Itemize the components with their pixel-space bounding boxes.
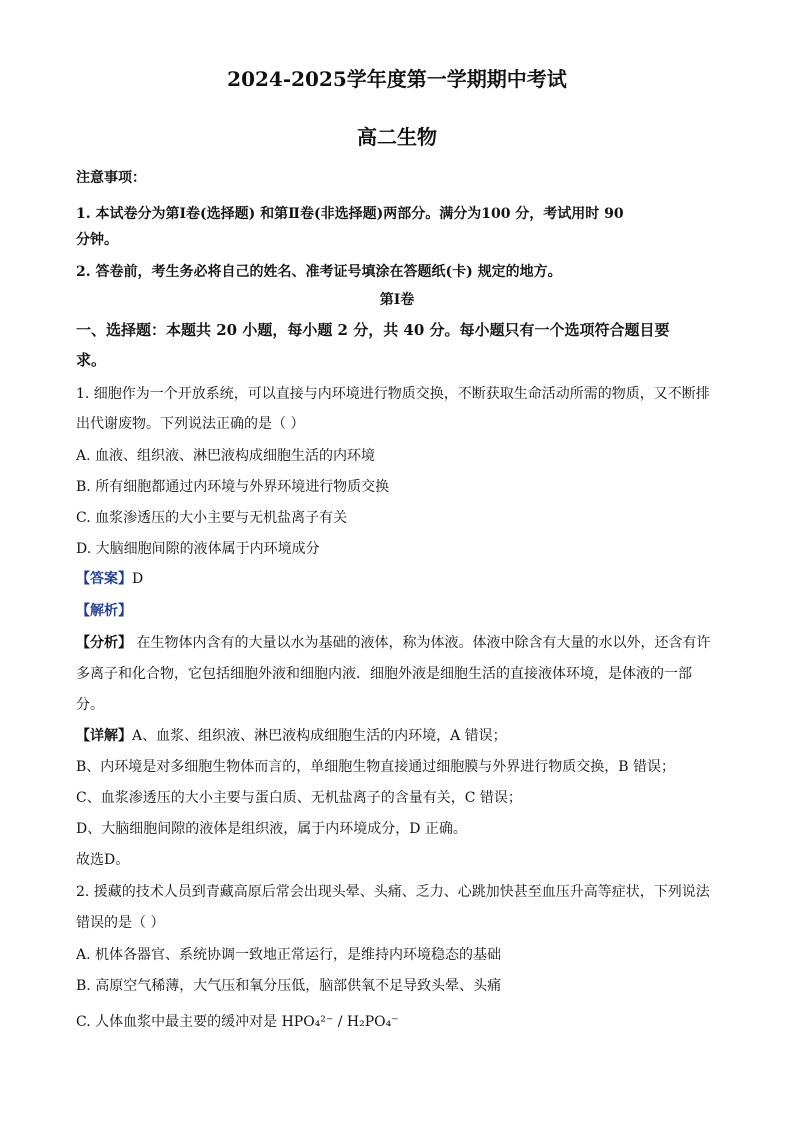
q1-stem: 1. 细胞作为一个开放系统，可以直接与内环境进行物质交换，不断获取生命活动所需的物质，又不断排 [76,386,710,402]
analysis-label: 【解析】 [76,603,132,619]
notice-item-1: 1. 本试卷分为第Ⅰ卷(选择题) 和第Ⅱ卷(非选择题)两部分。满分为100 分，考试用时 90 [76,206,624,222]
notice-item-2: 2. 答卷前，考生务必将自己的姓名、准考证号填涂在答题纸(卡) 规定的地方。 [76,264,562,280]
q1-fenxi-3: 分。 [76,697,104,713]
q2-option-b: B. 高原空气稀薄，大气压和氧分压低，脑部供氧不足导致头晕、头痛 [76,978,502,994]
q1-detail-c: C、血浆渗透压的大小主要与蛋白质、无机盐离子的含量有关，C 错误； [76,790,522,806]
q1-analysis-label [76,601,132,621]
q1-option-c: C. 血浆渗透压的大小主要与无机盐离子有关 [76,510,348,526]
q2-stem: 2. 援藏的技术人员到青藏高原后常会出现头晕、头痛、乏力、心跳加快甚至血压升高等症状，下列说法 [76,884,710,900]
q1-option-b: B. 所有细胞都通过内环境与外界环境进行物质交换 [76,479,390,495]
exam-title: 2024-2025学年度第一学期期中考试 [227,67,567,91]
q1-option-d: D. 大脑细胞间隙的液体属于内环境成分 [76,541,320,557]
q1-detail-a [76,726,507,746]
q1-fenxi [76,633,710,653]
q1-detail-b: B、内环境是对多细胞生物体而言的，单细胞生物直接通过细胞膜与外界进行物质交换，B 错误； [76,759,676,775]
q2-option-c [76,1012,399,1032]
section-heading-cont: 求。 [76,351,107,369]
q1-detail-d: D、大脑细胞间隙的液体是组织液，属于内环境成分，D 正确。 [76,821,467,837]
q2-stem-cont: 错误的是（ ） [76,915,165,931]
q1-conclusion: 故选D。 [76,852,130,868]
q1-answer [76,569,143,589]
answer-label: 【答案】 [76,571,132,587]
q1-option-a: A. 血液、组织液、淋巴液构成细胞生活的内环境 [76,448,376,464]
answer-value: D [132,571,144,587]
detail-a-text: A、血浆、组织液、淋巴液构成细胞生活的内环境，A 错误； [132,728,507,744]
q2-option-c-text: C. 人体血浆中最主要的缓冲对是 [76,1014,282,1030]
part-label: 第Ⅰ卷 [379,292,415,308]
section-heading: 一、选择题：本题共 20 小题，每小题 2 分，共 40 分。每小题只有一个选项符合题目要 [76,321,670,339]
q2-option-a: A. 机体各器官、系统协调一致地正常运行，是维持内环境稳态的基础 [76,947,502,963]
notice-item-1-cont: 分钟。 [76,232,118,248]
fenxi-text: 在生物体内含有的大量以水为基础的液体，称为体液。体液中除含有大量的水以外，还含有许 [132,635,711,651]
q1-fenxi-2: 多离子和化合物，它包括细胞外液和细胞内液．细胞外液是细胞生活的直接液体环境，是体液的一部 [76,666,692,682]
fenxi-label: 【分析】 [76,635,132,651]
q1-stem-cont: 出代谢废物。下列说法正确的是（ ） [76,416,305,432]
buffer-pair-formula: HPO₄²⁻ / H₂PO₄⁻ [281,1014,399,1030]
detail-label: 【详解】 [76,728,132,744]
notice-heading: 注意事项： [76,170,146,186]
subject-title: 高二生物 [357,125,437,149]
